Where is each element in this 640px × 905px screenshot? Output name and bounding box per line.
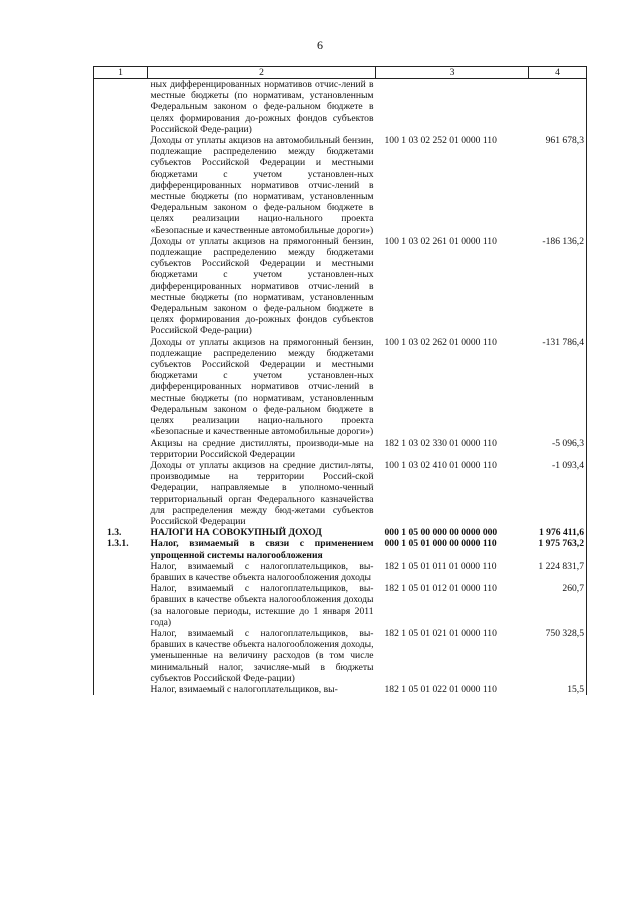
table-row: [94, 527, 587, 538]
row-number: [94, 684, 148, 695]
row-amount: -5 096,3: [529, 438, 587, 460]
column-header-1: 1: [94, 67, 148, 79]
row-description: Налог, взимаемый с налогоплательщиков, вы-бравших в качестве объекта налогообложения доходы: [150, 560, 374, 583]
row-budget-code: [376, 79, 529, 136]
row-number: [94, 135, 148, 236]
row-description: Доходы от уплаты акцизов на средние дистил-ляты, производимые на территории Россий-ской Федерации, направляемые в уполномо-ченный территориальный орган Федерального казначейства для распределения между бюд-жетами субъектов Российской Федерации: [150, 459, 374, 527]
row-number: [94, 583, 148, 628]
row-amount: -131 786,4: [529, 337, 587, 438]
table-row: [94, 583, 587, 628]
table-row: [94, 538, 587, 560]
row-description: Налог, взимаемый с налогоплательщиков, вы-бравших в качестве объекта налогообложения доходы (за налоговые периоды, истекшие до 1 января 2011 года): [150, 583, 374, 628]
column-header-4: 4: [529, 67, 587, 79]
row-number: [94, 628, 148, 684]
table-row: [94, 79, 587, 136]
row-budget-code: 000 1 05 00 000 00 0000 000: [384, 527, 498, 539]
table-header-row: [94, 67, 587, 79]
row-description: Доходы от уплаты акцизов на прямогонный бензин, подлежащие распределению между бюджетами субъектов Российской Федерации и местными бюджетами с учетом установлен-ных дифференцированных нормативов отчис-лений в местные бюджеты (по нормативам, установленным Федеральным законом о феде-ральном бюджете в целях формирования до-рожных фондов субъектов Российской Феде-рации): [150, 235, 374, 337]
row-budget-code: 182 1 05 01 012 01 0000 110: [384, 583, 497, 595]
row-budget-code: 100 1 03 02 252 01 0000 110: [384, 135, 497, 147]
table-row: [94, 438, 587, 460]
row-number: 1.3.1.: [94, 538, 148, 560]
row-amount: 1 224 831,7: [529, 561, 587, 583]
table-body: [94, 79, 587, 696]
row-amount: 260,7: [529, 583, 587, 628]
row-amount: 1 975 763,2: [529, 538, 587, 560]
row-description: Доходы от уплаты акцизов на автомобильный бензин, подлежащие распределению между бюджетами субъектов Российской Федерации и местными бюджетами с учетом установлен-ных дифференцированных нормативов отчис-лений в местные бюджеты (по нормативам, установленным Федеральным законом о феде-ральном бюджете в целях реализации нацио-нального проекта «Безопасные и качественные автомобильные дороги»): [150, 135, 374, 236]
table-row: [94, 236, 587, 337]
row-amount: 750 328,5: [529, 628, 587, 684]
table-row: [94, 684, 587, 695]
row-number: [94, 337, 148, 438]
row-budget-code: 182 1 05 01 021 01 0000 110: [384, 627, 497, 639]
row-amount: 15,5: [529, 684, 587, 695]
row-description: ных дифференцированных нормативов отчис-лений в местные бюджеты (по нормативам, установленным Федеральным законом о феде-ральном бюджете в целях формирования до-рожных фондов субъектов Российской Феде-рации): [150, 79, 374, 135]
row-number: [94, 438, 148, 460]
row-amount: [529, 79, 587, 136]
row-budget-code: 100 1 03 02 261 01 0000 110: [384, 235, 497, 247]
row-number: [94, 460, 148, 527]
revenue-table: [93, 66, 587, 695]
row-budget-code: 182 1 05 01 011 01 0000 110: [384, 560, 497, 572]
row-budget-code: 182 1 05 01 022 01 0000 110: [384, 683, 497, 695]
row-amount: -1 093,4: [529, 460, 587, 527]
row-description: Налог, взимаемый в связи с применением упрощенной системы налогообложения: [150, 538, 374, 561]
row-description: Налог, взимаемый с налогоплательщиков, вы-бравших в качестве объекта налогообложения доходы, уменьшенные на величину расходов (в том числе минимальный налог, зачисляе-мый в бюджеты субъектов Российской Феде-рации): [150, 627, 374, 684]
table-row: [94, 460, 587, 527]
table-row: [94, 135, 587, 236]
table-row: [94, 561, 587, 583]
row-number: [94, 561, 148, 583]
row-number: [94, 236, 148, 337]
row-amount: 1 976 411,6: [529, 527, 587, 538]
column-header-2: 2: [148, 67, 376, 79]
row-budget-code: 000 1 05 01 000 00 0000 110: [384, 538, 497, 550]
row-number: 1.3.: [94, 527, 148, 538]
row-description: Акцизы на средние дистилляты, производи-мые на территории Российской Федерации: [150, 437, 374, 460]
row-description: НАЛОГИ НА СОВОКУПНЫЙ ДОХОД: [150, 527, 322, 539]
table-row: [94, 628, 587, 684]
row-budget-code: 100 1 03 02 410 01 0000 110: [384, 459, 497, 471]
row-budget-code: 182 1 03 02 330 01 0000 110: [384, 437, 497, 449]
page-number: 6: [317, 38, 323, 52]
row-description: Налог, взимаемый с налогоплательщиков, вы-: [150, 683, 338, 695]
table-row: [94, 337, 587, 438]
row-description: Доходы от уплаты акцизов на прямогонный бензин, подлежащие распределению между бюджетами субъектов Российской Федерации и местными бюджетами с учетом установлен-ных дифференцированных нормативов отчис-лений в местные бюджеты (по нормативам, установленным Федеральным законом о феде-ральном бюджете в целях реализации нацио-нального проекта «Безопасные и качественные автомобильные дороги»): [150, 336, 374, 438]
column-header-3: 3: [376, 67, 529, 79]
row-budget-code: 100 1 03 02 262 01 0000 110: [384, 336, 497, 348]
row-amount: 961 678,3: [529, 135, 587, 236]
row-number: [94, 79, 148, 136]
row-amount: -186 136,2: [529, 236, 587, 337]
